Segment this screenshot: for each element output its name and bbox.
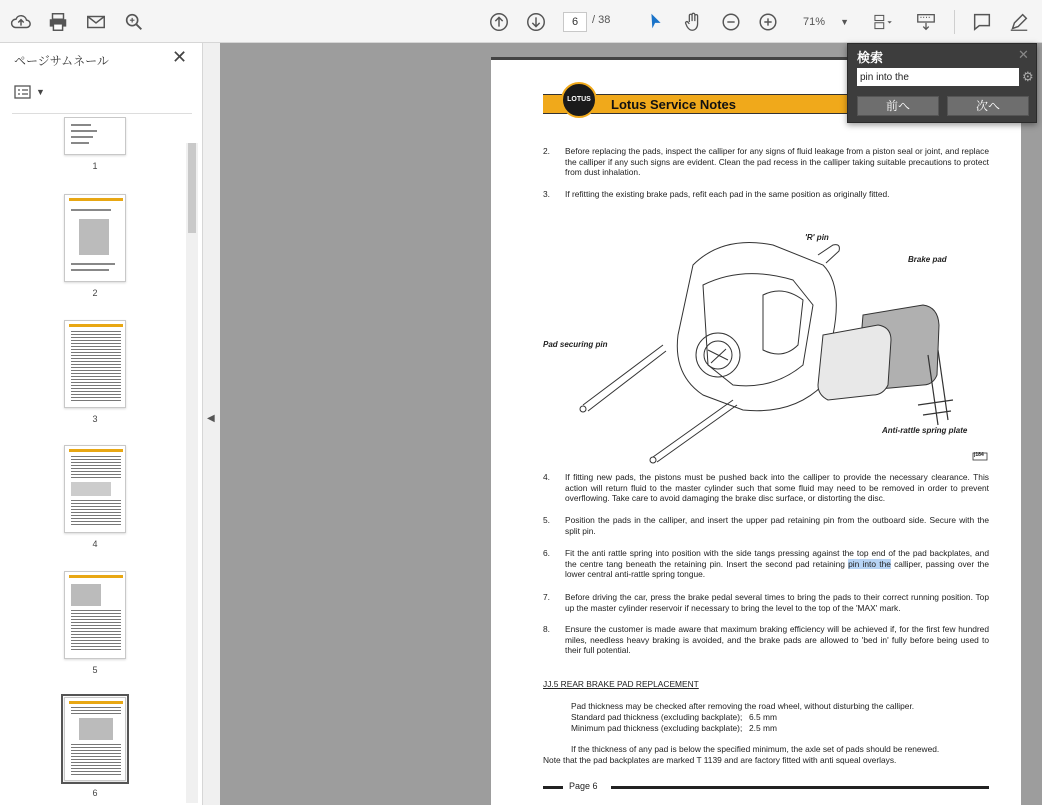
document-page <box>491 57 1021 805</box>
search-icon[interactable] <box>121 9 147 35</box>
search-input[interactable] <box>857 68 1019 86</box>
paragraph: 4. If fitting new pads, the pistons must be pushed back into the calliper to provide the necessary clearance. This action will return fluid to the master cylinder such that some fluid may need to be removed in order to prevent overflowing. Take care to avoid damaging the brake disc surface, or distorting the disc. <box>543 472 989 504</box>
scrollbar-thumb[interactable] <box>188 143 196 233</box>
paragraph: 5. Position the pads in the calliper, and insert the upper pad retaining pin from the outboard side. Secure with the split pin. <box>543 515 989 536</box>
spec-minimum-value: 2.5 mm <box>749 723 777 733</box>
previous-result-button[interactable]: 前へ <box>857 96 939 116</box>
paragraph: 3. If refitting the existing brake pads, refit each pad in the same position as originally fitted. <box>543 189 890 199</box>
panel-title: ページサムネール <box>14 54 109 68</box>
thumbnail-page-6[interactable] <box>64 697 126 781</box>
document-area <box>220 43 1042 805</box>
thumbnail-page-3[interactable] <box>64 320 126 408</box>
thumbnail-label: 4 <box>92 539 98 549</box>
toolbar <box>0 0 1042 43</box>
paragraph: 8. Ensure the customer is made aware that maximum braking efficiency will be achieved if, for the first few hundred miles, needless heavy braking is avoided, and the brake pads are allowed to 'bed in' fully before being used to their full potential. <box>543 624 989 656</box>
cloud-upload-icon[interactable] <box>8 9 34 35</box>
thumbnail-page-1[interactable] <box>64 117 126 155</box>
thumbnail-label: 3 <box>92 414 98 424</box>
label-anti-rattle-plate: Anti-rattle spring plate <box>882 426 968 435</box>
thumbnail-page-2[interactable] <box>64 194 126 282</box>
search-highlight: pin into the <box>848 558 891 569</box>
chevron-down-icon: ▼ <box>36 87 45 97</box>
print-icon[interactable] <box>45 9 71 35</box>
page-number-input[interactable]: 6 <box>563 12 587 32</box>
toolbar-divider <box>954 10 955 34</box>
chevron-down-icon: ▼ <box>840 17 849 27</box>
thumbnail-page-4[interactable] <box>64 445 126 533</box>
comment-icon[interactable] <box>969 9 995 35</box>
panel-divider <box>12 113 192 114</box>
next-result-button[interactable]: 次へ <box>947 96 1029 116</box>
zoom-out-icon[interactable] <box>718 9 744 35</box>
thumbnail-label: 6 <box>92 788 98 798</box>
spec-minimum-label: Minimum pad thickness (excluding backplate); <box>571 723 743 733</box>
brake-calliper-figure <box>543 225 989 475</box>
spec-standard-value: 6.5 mm <box>749 712 777 722</box>
zoom-in-icon[interactable] <box>755 9 781 35</box>
keyboard-scroll-icon[interactable] <box>913 9 939 35</box>
label-pad-securing-pin: Pad securing pin <box>543 340 608 349</box>
closing-line: Note that the pad backplates are marked T 1139 and are factory fitted with anti squeal overlays. <box>543 755 897 765</box>
closing-line: If the thickness of any pad is below the specified minimum, the axle set of pads should be renewed. <box>571 744 940 754</box>
label-brake-pad: Brake pad <box>908 255 947 264</box>
paragraph: 6. Fit the anti rattle spring into position with the side tangs pressing against the top end of the pad backplates, and the centre tang beneath the retaining pin. Insert the second pad retaining pin into the calliper, passing over the lower central anti-rattle spring tongue. <box>543 548 989 580</box>
paragraph: 2. Before replacing the pads, inspect the calliper for any signs of fluid leakage from a piston seal or joint, and replace the calliper if any such signs are evident. Clean the pad recess in the calliper taking suitable precautions to protect from dust inhalation. <box>543 146 989 178</box>
figure-code: j184 <box>974 452 984 458</box>
search-title: 検索 <box>857 50 884 65</box>
gear-icon[interactable]: ⚙ <box>1022 69 1034 84</box>
page-total: / 38 <box>592 14 611 26</box>
collapse-panel-icon[interactable]: ◀ <box>207 413 215 424</box>
thumbnail-label: 1 <box>92 161 98 171</box>
thumbnail-options-button[interactable] <box>14 85 45 99</box>
zoom-value: 71% <box>803 16 826 28</box>
thumbnail-label: 5 <box>92 665 98 675</box>
search-dialog <box>847 43 1037 123</box>
thumbnail-panel <box>0 43 203 805</box>
close-icon[interactable]: ✕ <box>1018 47 1029 62</box>
footer-rule <box>611 786 989 789</box>
mail-icon[interactable] <box>83 9 109 35</box>
prev-page-icon[interactable] <box>486 9 512 35</box>
page-display-icon[interactable] <box>866 9 900 35</box>
select-cursor-icon[interactable] <box>643 9 669 35</box>
hand-tool-icon[interactable] <box>680 9 706 35</box>
spec-intro: Pad thickness may be checked after removing the road wheel, without disturbing the calliper. <box>571 701 915 711</box>
zoom-dropdown[interactable] <box>793 12 853 32</box>
section-heading: JJ.5 REAR BRAKE PAD REPLACEMENT <box>543 679 699 689</box>
thumbnail-list <box>0 117 186 805</box>
thumbnail-scrollbar[interactable] <box>186 143 198 803</box>
list-options-icon <box>14 85 32 99</box>
page-footer: Page 6 <box>569 781 598 791</box>
thumbnail-label: 2 <box>92 288 98 298</box>
paragraph: 7. Before driving the car, press the brake pedal several times to bring the pads to their correct running position. Top up the master cylinder reservoir if necessary to bring the level to the top of the 'MAX' mark. <box>543 592 989 613</box>
next-page-icon[interactable] <box>523 9 549 35</box>
footer-rule <box>543 786 563 789</box>
spec-standard-label: Standard pad thickness (excluding backplate); <box>571 712 743 722</box>
banner-title: Lotus Service Notes <box>611 97 736 112</box>
lotus-logo: LOTUS <box>561 82 597 118</box>
label-r-pin: 'R' pin <box>805 233 829 242</box>
sign-pen-icon[interactable] <box>1006 9 1032 35</box>
close-icon[interactable]: ✕ <box>172 47 188 67</box>
thumbnail-page-5[interactable] <box>64 571 126 659</box>
